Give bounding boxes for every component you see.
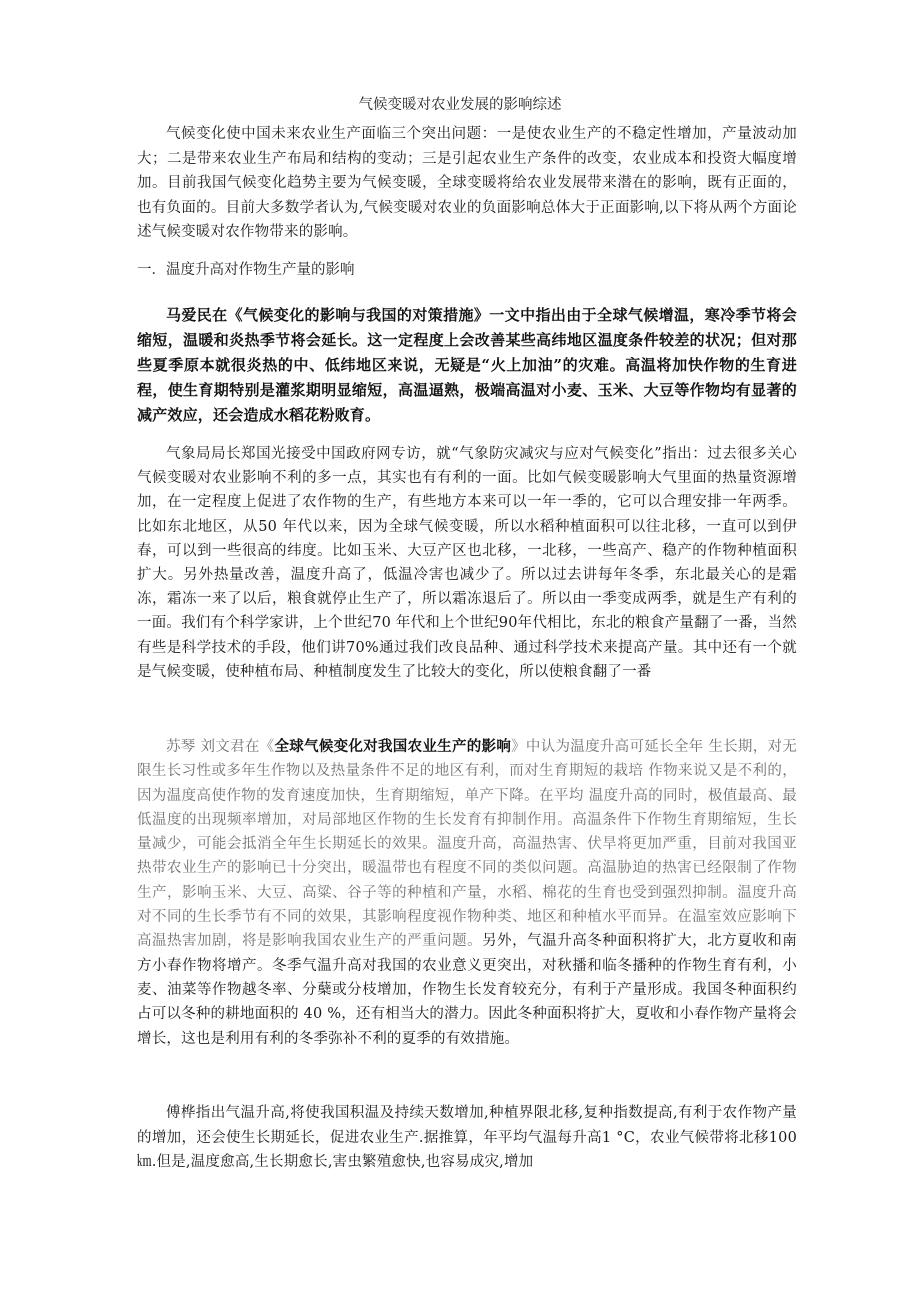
su-body-text: 》中认为温度升高可延长全年 生长期，对无限生长习性或多年生作物以及热量条件不足的地区有利，而对生育期短的栽培 作物来说又是不利的，因为温度高使作物的发育速度加快，生育期缩短，单产下降。在平均 温度升高的同时，极值最高、最低温度的出现频率增加，对局部地区作物的生长发育有抑制作用。高温条件下作物生育期缩短，生长量减少，可能会抵消全年生长期延长的效果。温度升高，高温热害、伏旱将更加严重，目前对我国亚热带农业生产的影响已十分突出，暖温带也有程度不同的类似问题。高温胁迫的热害已经限制了作物生产，影响玉米、大豆、高粱、谷子等的种植和产量，水稻、棉花的生育也受到强烈抑制。温度升高对不同的生长季节有不同的效果，其影响程度视作物种类、地区和种植水平而异。在温室效应影响下高温热害加剧，将是影响我国农业生产的严重问题。	[137, 739, 798, 950]
paragraph-su-qin-liu-wenjun	[137, 735, 797, 1051]
document-title: 气候变暖对农业发展的影响综述	[358, 97, 562, 113]
paragraph-ma-aimin: 马爱民在《气候变化的影响与我国的对策措施》一文中指出由于全球气候增温，寒冷季节将会缩短，温暖和炎热季节将会延长。这一定程度上会改善某些高纬地区温度条件较差的状况；但对那些夏季原本就很炎热的中、低纬地区来说，无疑是“火上加油”的灾难。高温将加快作物的生育进程，使生育期特别是灌浆期明显缩短，高温逼熟，极端高温对小麦、玉米、大豆等作物均有显著的减产效应，还会造成水稻花粉败育。	[137, 306, 797, 424]
su-lead-text: 苏琴 刘文君在《	[166, 739, 275, 755]
paragraph-fu-hua: 傅桦指出气温升高,将使我国积温及持续天数增加,种植界限北移,复种指数提高,有利于农作物产量的增加，还会使生长期延长，促进农业生产.据推算，年平均气温每升高1 °C，农业气候带将北移100㎞.但是,温度愈高,生长期愈长,害虫繁殖愈快,也容易成灾,增加	[137, 1105, 797, 1170]
su-tail-text: 另外，气温升高冬种面积将扩大，北方夏收和南方小春作物将增产。冬季气温升高对我国的农业意义更突出，对秋播和临冬播种的作物生育有利，小麦、油菜等作物越冬率、分蘖或分枝增加，作物生长发育较充分，有利于产量形成。我国冬种面积约占可以冬种的耕地面积的 40 %，还有相当大的潜力。因此冬种面积将扩大，夏收和小春作物产量将会增长，这也是利用有利的冬季弥补不利的夏季的有效措施。	[137, 933, 797, 1047]
intro-paragraph: 气候变化使中国未来农业生产面临三个突出问题：一是使农业生产的不稳定性增加，产量波动加大；二是带来农业生产布局和结构的变动；三是引起农业生产条件的改变，农业成本和投资大幅度增加。目前我国气候变化趋势主要为气候变暖，全球变暖将给农业发展带来潜在的影响，既有正面的，也有负面的。目前大多数学者认为,气候变暖对农业的负面影响总体大于正面影响,以下将从两个方面论述气候变暖对农作物带来的影响。	[137, 126, 797, 240]
section-heading: 一．温度升高对作物生产量的影响	[137, 262, 355, 278]
paragraph-zheng-guoguang: 气象局局长郑国光接受中国政府网专访，就“气象防灾减灾与应对气候变化”指出：过去很多关心气候变暖对农业影响不利的多一点，其实也有有利的一面。比如气候变暖影响大气里面的热量资源增加，在一定程度上促进了农作物的生产，有些地方本来可以一年一季的，它可以合理安排一年两季。比如东北地区，从50 年代以来，因为全球气候变暖，所以水稻种植面积可以往北移，一直可以到伊春，可以到一些很高的纬度。比如玉米、大豆产区也北移，一北移，一些高产、稳产的作物种植面积扩大。另外热量改善，温度升高了，低温冷害也减少了。所以过去讲每年冬季，东北最关心的是霜冻，霜冻一来了以后，粮食就停止生产了，所以霜冻退后了。所以由一季变成两季，就是生产有利的一面。我们有个科学家讲，上个世纪70 年代和上个世纪90年代相比，东北的粮食产量翻了一番，当然有些是科学技术的手段，他们讲70%通过我们改良品种、通过科学技术来提高产量。其中还有一个就是气候变暖，使种植布局、种植制度发生了比较大的变化，所以使粮食翻了一番	[137, 446, 797, 680]
cited-paper-title: 全球气候变化对我国农业生产的影响	[274, 738, 512, 755]
